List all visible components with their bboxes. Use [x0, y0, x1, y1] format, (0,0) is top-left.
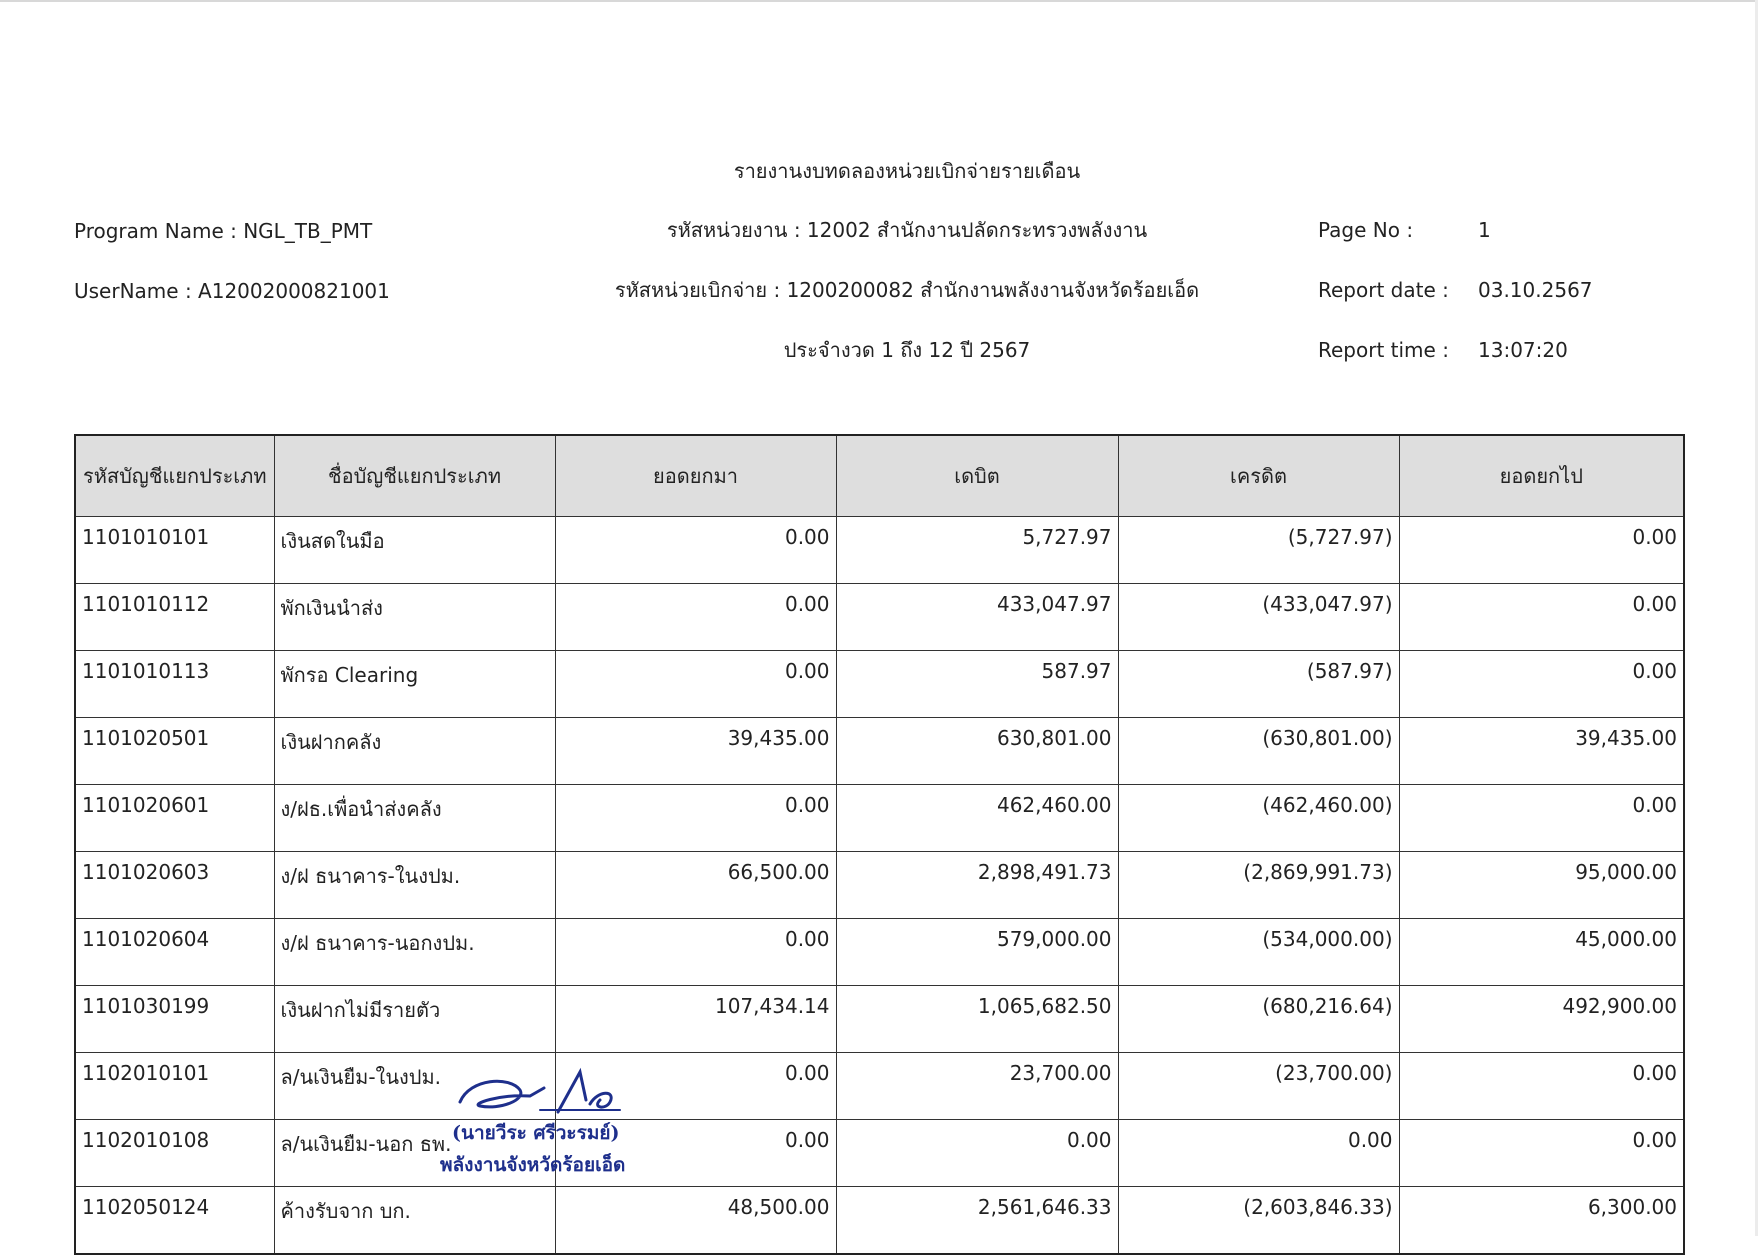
report-date-label: Report date : [1318, 278, 1449, 302]
closing-balance: 492,900.00 [1399, 986, 1684, 1053]
table-row [75, 651, 1684, 718]
credit: (2,603,846.33) [1118, 1187, 1399, 1255]
opening-balance: 0.00 [555, 785, 836, 852]
report-title: รายงานงบทดลองหน่วยเบิกจ่ายรายเดือน [733, 159, 1081, 183]
closing-balance: 45,000.00 [1399, 919, 1684, 986]
table-row [75, 517, 1684, 584]
table-row [75, 852, 1684, 919]
account-name: ง/ฝ ธนาคาร-ในงปม. [274, 852, 555, 919]
signature-block [440, 1060, 670, 1180]
account-code: 1101030199 [75, 986, 274, 1053]
report-time-value: 13:07:20 [1478, 338, 1568, 362]
agency-code: รหัสหน่วยงาน : 12002 สำนักงานปลัดกระทรวงพลังงาน [666, 218, 1148, 242]
opening-balance: 0.00 [555, 517, 836, 584]
credit: (433,047.97) [1118, 584, 1399, 651]
opening-balance: 107,434.14 [555, 986, 836, 1053]
opening-balance: 0.00 [555, 1053, 836, 1120]
debit: 630,801.00 [836, 718, 1118, 785]
credit: (534,000.00) [1118, 919, 1399, 986]
account-name: พักเงินนำส่ง [274, 584, 555, 651]
opening-balance: 0.00 [555, 651, 836, 718]
opening-balance: 48,500.00 [555, 1187, 836, 1255]
credit: (5,727.97) [1118, 517, 1399, 584]
account-code: 1101020603 [75, 852, 274, 919]
account-name: เงินสดในมือ [274, 517, 555, 584]
debit: 0.00 [836, 1120, 1118, 1187]
trial-balance-table [74, 434, 1685, 1255]
opening-balance: 0.00 [555, 584, 836, 651]
credit: (680,216.64) [1118, 986, 1399, 1053]
signatory-name: (นายวีระ ศรีวะรมย์) [452, 1122, 620, 1144]
closing-balance: 0.00 [1399, 517, 1684, 584]
table-row [75, 1120, 1684, 1187]
closing-balance: 0.00 [1399, 1053, 1684, 1120]
debit: 587.97 [836, 651, 1118, 718]
account-name: ค้างรับจาก บก. [274, 1187, 555, 1255]
opening-balance: 0.00 [555, 1120, 836, 1187]
credit: (630,801.00) [1118, 718, 1399, 785]
signatory-office: พลังงานจังหวัดร้อยเอ็ด [440, 1154, 626, 1176]
opening-balance: 39,435.00 [555, 718, 836, 785]
account-code: 1101020604 [75, 919, 274, 986]
debit: 2,561,646.33 [836, 1187, 1118, 1255]
account-name: เงินฝากคลัง [274, 718, 555, 785]
table-row [75, 584, 1684, 651]
table-row [75, 919, 1684, 986]
table-row [75, 718, 1684, 785]
account-code: 1101020601 [75, 785, 274, 852]
report-date-value: 03.10.2567 [1478, 278, 1593, 302]
account-code: 1102050124 [75, 1187, 274, 1255]
debit: 579,000.00 [836, 919, 1118, 986]
closing-balance: 0.00 [1399, 584, 1684, 651]
debit: 462,460.00 [836, 785, 1118, 852]
program-name: Program Name : NGL_TB_PMT [74, 219, 373, 243]
account-code: 1102010101 [75, 1053, 274, 1120]
page-no-label: Page No : [1318, 218, 1414, 242]
debit: 1,065,682.50 [836, 986, 1118, 1053]
opening-balance: 0.00 [555, 919, 836, 986]
closing-balance: 0.00 [1399, 1120, 1684, 1187]
table-row [75, 785, 1684, 852]
debit: 2,898,491.73 [836, 852, 1118, 919]
account-name: ง/ฝธ.เพื่อนำส่งคลัง [274, 785, 555, 852]
account-name: ล/นเงินยืม-นอก ธพ. [274, 1120, 555, 1187]
debit: 433,047.97 [836, 584, 1118, 651]
debit: 23,700.00 [836, 1053, 1118, 1120]
report-time-label: Report time : [1318, 338, 1449, 362]
closing-balance: 6,300.00 [1399, 1187, 1684, 1255]
disbursing-unit: รหัสหน่วยเบิกจ่าย : 1200200082 สำนักงานพลังงานจังหวัดร้อยเอ็ด [614, 278, 1200, 302]
account-name: เงินฝากไม่มีรายตัว [274, 986, 555, 1053]
credit: (23,700.00) [1118, 1053, 1399, 1120]
header-account-name: ชื่อบัญชีแยกประเภท [274, 435, 555, 517]
header-closing-balance: ยอดยกไป [1399, 435, 1684, 517]
table-header-row [75, 435, 1684, 517]
account-code: 1101010113 [75, 651, 274, 718]
credit: (587.97) [1118, 651, 1399, 718]
account-name: พักรอ Clearing [274, 651, 555, 718]
page-no-value: 1 [1478, 218, 1491, 242]
closing-balance: 39,435.00 [1399, 718, 1684, 785]
closing-balance: 0.00 [1399, 785, 1684, 852]
account-name: ง/ฝ ธนาคาร-นอกงปม. [274, 919, 555, 986]
table-row [75, 986, 1684, 1053]
table-row [75, 1187, 1684, 1255]
header-opening-balance: ยอดยกมา [555, 435, 836, 517]
debit: 5,727.97 [836, 517, 1118, 584]
header-account-code: รหัสบัญชีแยกประเภท [75, 435, 274, 517]
header-debit: เดบิต [836, 435, 1118, 517]
closing-balance: 95,000.00 [1399, 852, 1684, 919]
account-name: ล/นเงินยืม-ในงปม. [274, 1053, 555, 1120]
account-code: 1101020501 [75, 718, 274, 785]
opening-balance: 66,500.00 [555, 852, 836, 919]
username: UserName : A12002000821001 [74, 279, 390, 303]
header-credit: เครดิต [1118, 435, 1399, 517]
credit: 0.00 [1118, 1120, 1399, 1187]
credit: (462,460.00) [1118, 785, 1399, 852]
account-code: 1101010112 [75, 584, 274, 651]
report-period: ประจำงวด 1 ถึง 12 ปี 2567 [783, 338, 1031, 362]
account-code: 1102010108 [75, 1120, 274, 1187]
table-row [75, 1053, 1684, 1120]
scan-top-edge [0, 0, 1758, 2]
account-code: 1101010101 [75, 517, 274, 584]
closing-balance: 0.00 [1399, 651, 1684, 718]
credit: (2,869,991.73) [1118, 852, 1399, 919]
